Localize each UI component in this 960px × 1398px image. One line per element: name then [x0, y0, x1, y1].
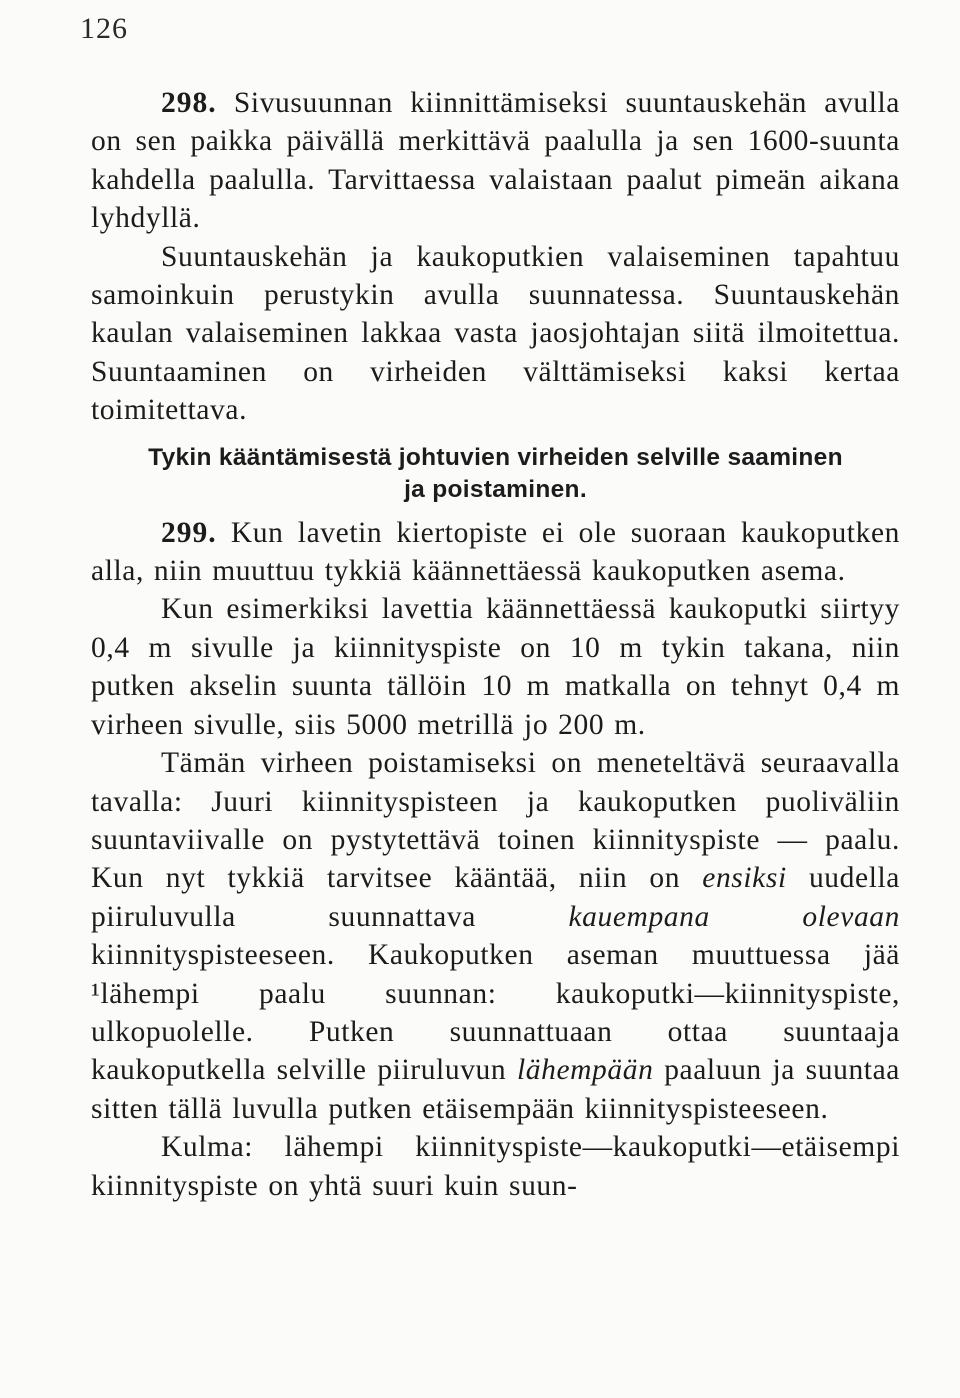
page-number: 126: [80, 12, 128, 45]
section-heading-line-1: Tykin kääntämisestä johtuvien virheiden selville saaminen: [148, 443, 843, 471]
italic-lahempaan: lähempään: [516, 1054, 654, 1087]
italic-kauempana-olevaan: kauempana olevaan: [568, 900, 900, 933]
page-body: [91, 84, 900, 1205]
section-number-299: 299.: [161, 516, 217, 549]
paragraph-299-1-text: Kun lavetin kiertopiste ei ole suoraan kaukoputken alla, niin muuttuu tykkiä käännettäessä kaukoputken asema.: [91, 516, 900, 588]
paragraph-299-3-part-4: paaluun ja suuntaa sitten tällä luvulla putken etäisempään kiinnityspisteeseen.: [91, 1054, 900, 1125]
paragraph-299-3-part-3: kiinnityspisteeseen. Kaukoputken aseman muuttuessa jää ¹lähempi paalu suunnan: kaukoputki—kiinnityspiste, ulkopuolelle. Putken suunnattuaan ottaa suuntaaja kaukoputkella selville piiruluvun: [91, 939, 900, 1087]
paragraph-298-1: [91, 84, 900, 238]
italic-ensiksi: ensiksi: [702, 862, 787, 895]
paragraph-298-1-text: Sivusuunnan kiinnittämiseksi suuntauskehän avulla on sen paikka päivällä merkittävä paalulla ja sen 1600-suunta kahdella paalulla. Tarvittaessa valaistaan paalut pimeän aikana lyhdyllä.: [91, 87, 900, 235]
paragraph-299-4: Kulma: lähempi kiinnityspiste—kaukoputki—etäisempi kiinnityspiste on yhtä suuri kuin suun-: [91, 1131, 900, 1202]
paragraph-299-3-part-1: Tämän virheen poistamiseksi on meneteltävä seuraavalla tavalla: Juuri kiinnityspisteen ja kaukoputken puoliväliin suuntaviivalle on pystytettävä toinen kiinnityspiste — paalu. Kun nyt tykkiä tarvitsee kääntää, niin on: [91, 747, 900, 895]
paragraph-299-3: [91, 744, 900, 1128]
section-heading: [91, 442, 900, 506]
section-number-298: 298.: [161, 87, 217, 119]
paragraph-298-2: Suuntauskehän ja kaukoputkien valaiseminen tapahtuu samoinkuin perustykin avulla suunnatessa. Suuntauskehän kaulan valaiseminen lakkaa vasta jaosjohtajan siitä ilmoitettua. Suuntaaminen on virheiden välttämiseksi kaksi kertaa toimitettava.: [91, 240, 900, 427]
paragraph-299-3-part-2: uudella piiruluvulla suunnattava: [91, 862, 900, 933]
section-heading-line-2: ja poistaminen.: [404, 475, 587, 503]
paragraph-299-1: [91, 514, 900, 591]
paragraph-299-2: Kun esimerkiksi lavettia käännettäessä kaukoputki siirtyy 0,4 m sivulle ja kiinnityspiste on 10 m tykin takana, niin putken akselin suunta tällöin 10 m matkalla on tehnyt 0,4 m virheen sivulle, siis 5000 metrillä jo 200 m.: [91, 593, 900, 741]
